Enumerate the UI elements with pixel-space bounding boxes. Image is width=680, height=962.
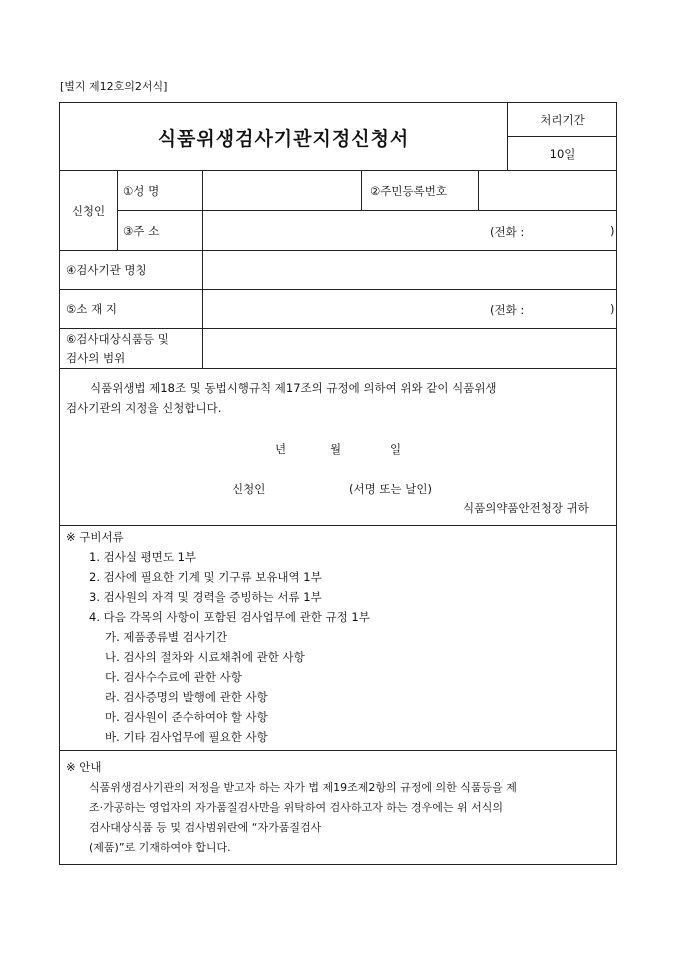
form-label: [별지 제12호의2서식] — [60, 80, 168, 93]
list-subitem: 다. 검사수수료에 관한 사항 — [105, 670, 242, 684]
divider — [117, 170, 118, 250]
list-subitem: 나. 검사의 절차와 시료채취에 관한 사항 — [105, 650, 305, 664]
list-subitem: 라. 검사증명의 발행에 관한 사항 — [105, 690, 268, 704]
location-phone-open: (전화 : — [490, 303, 525, 317]
notice-line2: 조·가공하는 영업자의 자가품질검사만을 위탁하여 검사하고자 하는 경우에는 위 서식의 — [89, 801, 504, 814]
rrn-label: ②주민등록번호 — [370, 183, 447, 198]
notice-line1: 식품위생검사기관의 저정을 받고자 하는 자가 법 제19조제2항의 규정에 의한 식품등을 제 — [89, 781, 517, 794]
applicant-group-label: 신청인 — [71, 203, 106, 218]
recipient: 식품의약품안전청장 귀하 — [463, 501, 589, 515]
notice-heading: ※ 안내 — [66, 760, 102, 774]
processing-period-value: 10일 — [549, 146, 576, 161]
address-label: ③주 소 — [123, 223, 160, 238]
address-input[interactable] — [203, 211, 617, 250]
name-label: ①성 명 — [123, 183, 160, 198]
location-input[interactable] — [203, 290, 617, 328]
scope-label-line1: ⑥검사대상식품등 및 — [66, 332, 169, 346]
rrn-input[interactable] — [479, 171, 617, 210]
address-phone-close: ) — [610, 224, 615, 238]
list-subitem: 바. 기타 검사업무에 필요한 사항 — [105, 730, 268, 744]
list-item: 2. 검사에 필요한 기계 및 기구류 보유내역 1부 — [89, 570, 322, 584]
statement-line2: 검사기관의 지정을 신청합니다. — [66, 401, 222, 415]
scope-input[interactable] — [203, 329, 617, 368]
sign-note: (서명 또는 날인) — [349, 482, 432, 496]
list-subitem: 가. 제품종류별 검사기간 — [105, 630, 228, 644]
list-item: 3. 검사원의 자격 및 경력을 증빙하는 서류 1부 — [89, 590, 322, 604]
agency-name-label: ④검사기관 명칭 — [66, 263, 147, 277]
date-year: 년 — [275, 442, 287, 456]
list-item: 4. 다음 각목의 사항이 포함된 검사업무에 관한 규정 1부 — [89, 610, 370, 624]
notice-line3: 검사대상식품 등 및 검사범위란에 “자가품질검사 — [89, 821, 322, 834]
statement-line1: 식품위생법 제18조 및 동법시행규칙 제17조의 규정에 의하여 위와 같이 식품위생 — [90, 381, 497, 395]
documents-heading: ※ 구비서류 — [66, 530, 124, 544]
divider — [59, 525, 617, 526]
name-input[interactable] — [203, 171, 361, 210]
divider — [361, 170, 362, 210]
date-day: 일 — [390, 442, 402, 456]
address-phone-open: (전화 : — [490, 225, 525, 239]
agency-name-input[interactable] — [203, 251, 617, 289]
date-month: 월 — [330, 442, 342, 456]
divider — [59, 368, 617, 369]
list-item: 1. 검사실 평면도 1부 — [89, 550, 197, 564]
divider — [59, 750, 617, 751]
form-title: 식품위생검사기관지정신청서 — [157, 127, 410, 150]
signer-label: 신청인 — [232, 482, 266, 496]
notice-line4: (제품)”로 기재하여야 합니다. — [89, 841, 231, 854]
location-phone-close: ) — [610, 302, 615, 316]
list-subitem: 마. 검사원이 준수하여야 할 사항 — [105, 710, 268, 724]
processing-period-label: 처리기간 — [540, 112, 585, 127]
scope-label-line2: 검사의 범위 — [66, 351, 126, 365]
location-label: ⑤소 재 지 — [66, 302, 117, 316]
